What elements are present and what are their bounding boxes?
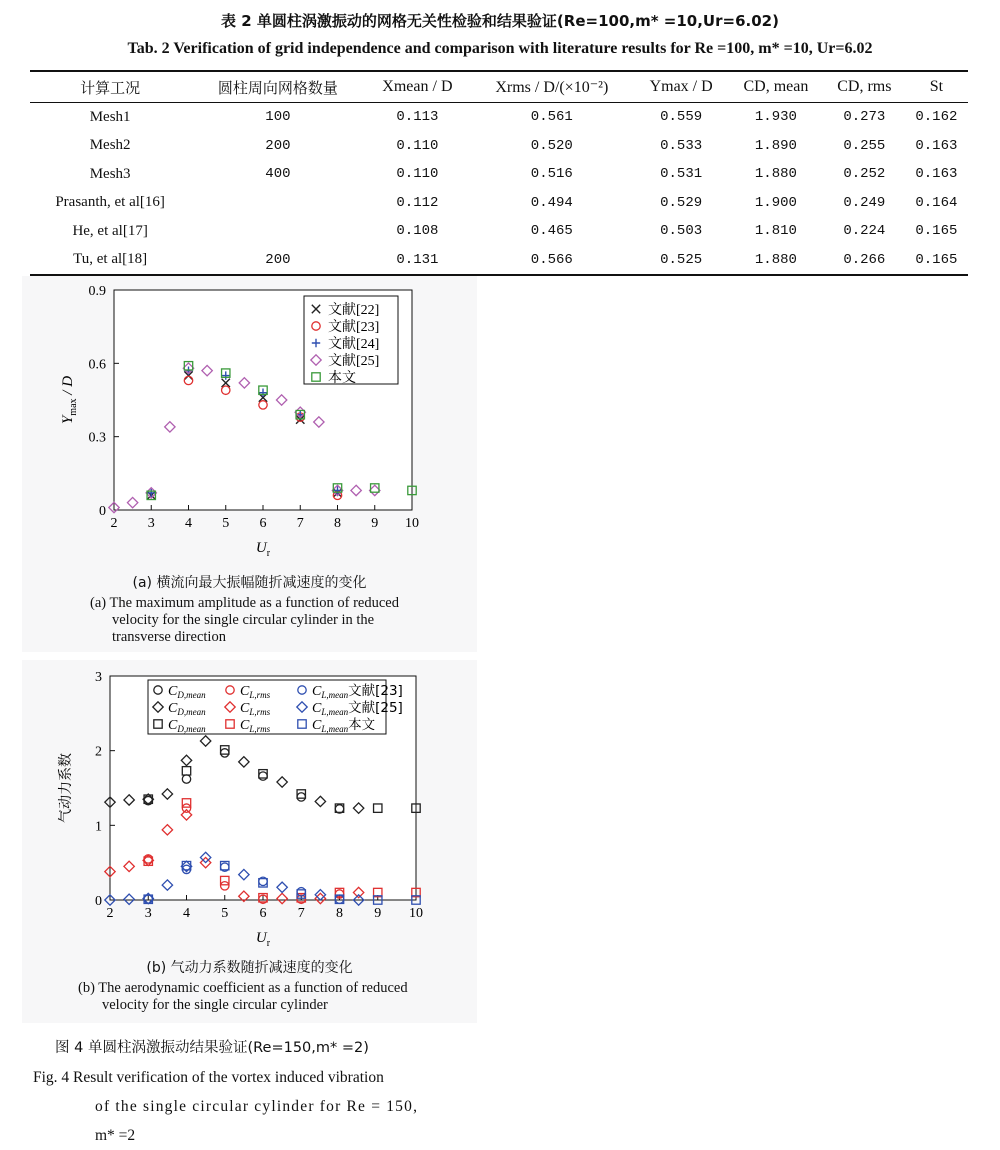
chart-a-caption-en-1: (a) The maximum amplitude as a function of reduced bbox=[90, 595, 399, 611]
chart-b-caption-en-2: velocity for the single circular cylinder bbox=[102, 997, 328, 1013]
table-cell: 0.566 bbox=[530, 251, 573, 268]
legend-label-sub: L,rms bbox=[249, 690, 271, 700]
table-cell: 0.110 bbox=[396, 166, 439, 183]
legend-label-suffix: 本文 bbox=[348, 717, 376, 733]
legend-label: $C_{L,mean}$本文 bbox=[312, 717, 376, 734]
table-row bbox=[30, 217, 968, 246]
table-cell bbox=[190, 189, 365, 218]
table-cell: 0.113 bbox=[396, 109, 439, 126]
table-cell: 0.255 bbox=[843, 137, 886, 154]
y-tick-label: 0.9 bbox=[88, 284, 106, 299]
y-axis-label-rest: / D bbox=[60, 375, 76, 399]
table-cell: 200 bbox=[265, 251, 291, 268]
chart-a-panel bbox=[22, 276, 477, 568]
x-tick-label: 5 bbox=[221, 906, 229, 921]
chart-b-panel bbox=[22, 660, 477, 955]
chart-a bbox=[22, 276, 477, 568]
table-row bbox=[30, 103, 968, 132]
legend-label: $C_{L,mean}$文献[25] bbox=[312, 700, 403, 717]
legend-label-sub: L,mean bbox=[321, 690, 349, 700]
chart-b bbox=[22, 660, 477, 955]
table-cell: 0.162 bbox=[915, 109, 958, 126]
legend-label-sub: D,mean bbox=[177, 707, 206, 717]
table-cell: 100 bbox=[265, 109, 291, 126]
table-cell: 0.249 bbox=[843, 194, 886, 211]
table-cell: 0.561 bbox=[530, 109, 573, 126]
table-cell: Mesh3 bbox=[89, 165, 131, 182]
x-axis-label: $U_r$ bbox=[255, 930, 271, 949]
legend-label-sub: D,mean bbox=[177, 690, 206, 700]
table-row bbox=[30, 189, 968, 218]
table-cell: 0.533 bbox=[660, 137, 703, 154]
chart-a-caption bbox=[22, 568, 477, 652]
chart-b-caption bbox=[22, 955, 477, 1023]
figure-caption-en-1: Fig. 4 Result verification of the vortex induced vibration bbox=[33, 1069, 384, 1086]
x-tick-label: 10 bbox=[405, 516, 419, 531]
table-cell: 0.529 bbox=[660, 194, 703, 211]
table-cell bbox=[190, 217, 365, 246]
legend-label-sub: L,mean bbox=[321, 707, 349, 717]
table-cell: 0.465 bbox=[530, 223, 573, 240]
y-tick-label: 0.3 bbox=[88, 430, 106, 446]
table-cell: 1.880 bbox=[754, 251, 797, 268]
x-tick-label: 7 bbox=[296, 516, 304, 531]
legend-label: $C_{L,rms}$ bbox=[240, 701, 271, 717]
table-cell: 0.252 bbox=[843, 166, 886, 183]
legend-label: $C_{D,mean}$ bbox=[168, 684, 206, 700]
table-row bbox=[30, 132, 968, 161]
legend-label: 文献[23] bbox=[328, 320, 380, 335]
table-cell: 0.525 bbox=[660, 251, 703, 268]
table-cell: 0.494 bbox=[530, 194, 573, 211]
legend-label-sub: L,rms bbox=[249, 707, 271, 717]
table-row bbox=[30, 160, 968, 189]
table-cell: Mesh2 bbox=[89, 137, 131, 154]
chart-a-caption-en-2: velocity for the single circular cylinder in the bbox=[112, 612, 375, 628]
x-tick-label: 5 bbox=[222, 516, 230, 531]
table-row bbox=[30, 246, 968, 276]
table-cell: 0.516 bbox=[530, 166, 573, 183]
legend-label-sub: L,rms bbox=[249, 724, 271, 734]
table-cell: 0.273 bbox=[843, 109, 886, 126]
figure-caption bbox=[33, 1034, 473, 1150]
table-cell: 0.165 bbox=[915, 223, 958, 240]
legend-label-suffix: 文献[23] bbox=[348, 683, 403, 699]
figure-caption-en-3: m* =2 bbox=[95, 1127, 136, 1144]
x-tick-label: 8 bbox=[336, 906, 343, 921]
x-tick-label: 9 bbox=[374, 906, 382, 921]
x-axis-label-sub: r bbox=[266, 548, 271, 559]
y-tick-label: 0 bbox=[95, 894, 102, 909]
header-cell: Xrms / D/(×10⁻²) bbox=[495, 79, 609, 96]
table-cell: 0.110 bbox=[396, 137, 439, 154]
table-cell: 0.131 bbox=[396, 251, 439, 268]
legend-label-sub: L,mean bbox=[321, 724, 349, 734]
legend-label: 本文 bbox=[328, 371, 356, 386]
header-cell: St bbox=[929, 78, 944, 95]
legend-label-sub: D,mean bbox=[177, 724, 206, 734]
table-cell: 0.520 bbox=[530, 137, 573, 154]
table-cell: 0.224 bbox=[843, 223, 886, 240]
x-tick-label: 4 bbox=[185, 516, 192, 531]
figure-caption-en-2: of the single circular cylinder for Re = 150, bbox=[95, 1098, 419, 1115]
results-table bbox=[30, 70, 968, 276]
x-tick-label: 8 bbox=[334, 516, 341, 531]
legend-label: 文献[24] bbox=[328, 337, 380, 352]
chart-b-caption-en-1: (b) The aerodynamic coefficient as a function of reduced bbox=[78, 980, 408, 996]
table-cell: Mesh1 bbox=[89, 108, 131, 125]
x-tick-label: 7 bbox=[297, 906, 305, 921]
figure-caption-cn: 图 4 单圆柱涡激振动结果验证(Re=150,m* =2) bbox=[55, 1040, 369, 1056]
header-cell: Ymax / D bbox=[649, 78, 713, 95]
table-cell: 1.880 bbox=[754, 166, 797, 183]
table-caption-cn: 表 2 单圆柱涡激振动的网格无关性检验和结果验证(Re=100,m* =10,Ur=6.02) bbox=[221, 12, 779, 30]
y-tick-label: 1 bbox=[95, 819, 102, 835]
table-header-row bbox=[30, 71, 968, 103]
x-axis-label: $U_r$ bbox=[255, 540, 271, 559]
table-cell: 0.503 bbox=[660, 223, 703, 240]
y-axis-label-sub: max bbox=[68, 398, 79, 416]
legend-label: $C_{L,rms}$ bbox=[240, 684, 271, 700]
y-tick-label: 2 bbox=[95, 744, 102, 760]
table-cell: 0.531 bbox=[660, 166, 703, 183]
legend-label: $C_{D,mean}$ bbox=[168, 701, 206, 717]
y-axis-label: $Y_{max}$ / D bbox=[60, 375, 79, 425]
table-cell: 1.930 bbox=[754, 109, 797, 126]
y-tick-label: 0.6 bbox=[88, 357, 106, 373]
table-cell: 0.163 bbox=[915, 166, 958, 183]
table-cell: 0.559 bbox=[660, 109, 703, 126]
chart-b-caption-cn: (b) 气动力系数随折减速度的变化 bbox=[146, 960, 353, 976]
table-cell: 0.165 bbox=[915, 251, 958, 268]
legend-label: $C_{L,rms}$ bbox=[240, 718, 271, 734]
x-tick-label: 6 bbox=[259, 516, 267, 531]
x-tick-label: 3 bbox=[144, 906, 152, 921]
table-cell: 0.112 bbox=[396, 194, 439, 211]
header-cell: CD, mean bbox=[743, 78, 809, 95]
x-tick-label: 9 bbox=[371, 516, 379, 531]
x-tick-label: 2 bbox=[110, 516, 118, 531]
x-axis-label-sub: r bbox=[266, 938, 271, 949]
table-caption-en: Tab. 2 Verification of grid independence and comparison with literature results for Re =100, m* =10, Ur=6.02 bbox=[127, 40, 873, 57]
x-tick-label: 3 bbox=[147, 516, 155, 531]
table-cell: 1.810 bbox=[754, 223, 797, 240]
y-tick-label: 3 bbox=[95, 670, 102, 685]
table-cell: 0.266 bbox=[843, 251, 886, 268]
table-cell: He, et al[17] bbox=[72, 222, 148, 239]
header-cell: CD, rms bbox=[837, 78, 892, 95]
table-cell: 200 bbox=[265, 137, 291, 154]
legend-label-suffix: 文献[25] bbox=[348, 700, 403, 716]
table-cell: 1.900 bbox=[754, 194, 797, 211]
table-cell: 0.108 bbox=[396, 223, 439, 240]
chart-a-caption-en-3: transverse direction bbox=[112, 629, 226, 645]
legend-label: 文献[25] bbox=[328, 354, 380, 369]
table-cell: 0.163 bbox=[915, 137, 958, 154]
table-cell: Tu, et al[18] bbox=[73, 251, 148, 268]
header-cell: Xmean / D bbox=[382, 78, 453, 95]
table-cell: 1.890 bbox=[754, 137, 797, 154]
legend-label: $C_{L,mean}$文献[23] bbox=[312, 683, 403, 700]
header-cell: 计算工况 bbox=[80, 78, 141, 97]
table-cell: Prasanth, et al[16] bbox=[55, 194, 165, 211]
table-cell: 400 bbox=[265, 166, 291, 183]
x-tick-label: 4 bbox=[183, 906, 190, 921]
x-tick-label: 2 bbox=[106, 906, 114, 921]
legend-label: $C_{D,mean}$ bbox=[168, 718, 206, 734]
legend-label: 文献[22] bbox=[328, 303, 380, 318]
header-cell: 圆柱周向网格数量 bbox=[217, 78, 338, 97]
chart-a-caption-cn: (a) 横流向最大振幅随折减速度的变化 bbox=[132, 575, 367, 591]
x-tick-label: 10 bbox=[409, 906, 423, 921]
table-cell: 0.164 bbox=[915, 194, 958, 211]
y-axis-label: 气动力系数 bbox=[59, 753, 74, 823]
y-tick-label: 0 bbox=[99, 504, 106, 519]
x-tick-label: 6 bbox=[259, 906, 267, 921]
